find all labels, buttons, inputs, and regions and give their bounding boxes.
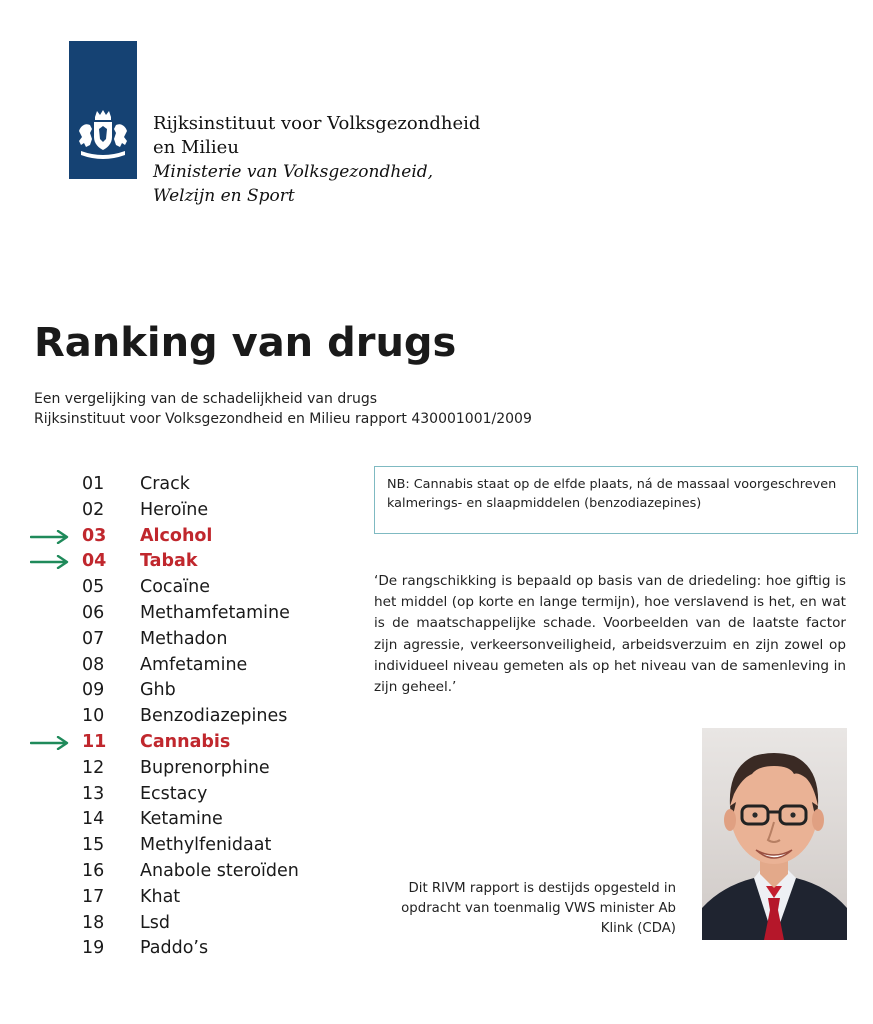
organisation-name: [153, 112, 480, 208]
subtitle-line-1: Een vergelijking van de schadelijkheid van drugs: [34, 391, 378, 407]
ranking-drug-name: Cocaïne: [140, 577, 210, 598]
ranking-row: [30, 678, 340, 704]
ranking-drug-name: Ghb: [140, 680, 176, 701]
ranking-number: 10: [82, 706, 105, 727]
ranking-drug-name: Tabak: [140, 551, 198, 572]
quote-paragraph: ‘De rangschikking is bepaald op basis van de driedeling: hoe giftig is het middel (op korte en lange termijn), hoe verslavend is het, en wat is de maatschappelijke schade. Voorbeelden van de laatste factor zijn agressie, verkeersonveiligheid, arbeidsverzuim en zijn zowel op individueel niveau gemeten als op het niveau van de samenleving in zijn geheel.’: [374, 573, 846, 696]
ranking-number: 08: [82, 654, 105, 675]
subtitle: [34, 389, 532, 429]
ranking-drug-name: Methylfenidaat: [140, 835, 272, 856]
org-line-2: en Milieu: [153, 137, 239, 158]
ranking-number: 09: [82, 680, 105, 701]
ranking-drug-name: Ecstacy: [140, 783, 208, 804]
ranking-row: [30, 549, 340, 575]
ranking-row: [30, 782, 340, 808]
ranking-row: [30, 627, 340, 653]
page-title: Ranking van drugs: [34, 320, 457, 366]
ranking-drug-name: Crack: [140, 474, 190, 494]
ranking-number: 17: [82, 886, 105, 907]
ranking-drug-name: Alcohol: [140, 525, 213, 546]
ranking-row: [30, 833, 340, 859]
ranking-number: 16: [82, 860, 105, 881]
nb-note-box: [374, 466, 858, 534]
ranking-drug-name: Paddo’s: [140, 938, 209, 959]
ranking-row: [30, 936, 340, 962]
subtitle-line-2: Rijksinstituut voor Volksgezondheid en Milieu rapport 430001001/2009: [34, 411, 532, 427]
org-line-1: Rijksinstituut voor Volksgezondheid: [153, 113, 481, 134]
ranking-drug-name: Heroïne: [140, 499, 209, 520]
ranking-number: 05: [82, 577, 105, 598]
royal-coat-of-arms-icon: [75, 109, 131, 161]
drug-ranking-list: [30, 472, 340, 962]
ranking-row: [30, 730, 340, 756]
ranking-drug-name: Cannabis: [140, 731, 231, 752]
ranking-number: 13: [82, 783, 105, 804]
minister-portrait: [702, 728, 847, 940]
ranking-number: 15: [82, 835, 105, 856]
ranking-row: [30, 911, 340, 937]
ranking-number: 14: [82, 809, 105, 830]
ministry-line-2: Welzijn en Sport: [153, 186, 295, 206]
ranking-number: 04: [82, 551, 107, 572]
ministry-line-1: Ministerie van Volksgezondheid,: [153, 162, 434, 182]
ranking-number: 11: [82, 731, 107, 752]
ranking-row: [30, 524, 340, 550]
ranking-drug-name: Benzodiazepines: [140, 706, 288, 727]
ranking-drug-name: Khat: [140, 886, 181, 907]
ranking-number: 01: [82, 474, 105, 494]
ranking-number: 12: [82, 757, 105, 778]
ranking-row: [30, 704, 340, 730]
ranking-number: 03: [82, 525, 107, 546]
ranking-number: 02: [82, 499, 105, 520]
ranking-row: [30, 807, 340, 833]
ranking-row: [30, 472, 340, 498]
ranking-drug-name: Methamfetamine: [140, 602, 290, 623]
ranking-drug-name: Anabole steroïden: [140, 860, 299, 881]
photo-caption: Dit RIVM rapport is destijds opgesteld in opdracht van toenmalig VWS minister Ab Klink (CDA): [401, 881, 676, 936]
ranking-drug-name: Methadon: [140, 628, 228, 649]
right-arrow-icon: [30, 736, 70, 750]
ranking-row: [30, 575, 340, 601]
ranking-number: 06: [82, 602, 105, 623]
ranking-number: 07: [82, 628, 105, 649]
ranking-number: 18: [82, 912, 105, 933]
ranking-row: [30, 653, 340, 679]
ranking-drug-name: Ketamine: [140, 809, 223, 830]
right-arrow-icon: [30, 555, 70, 569]
ranking-drug-name: Buprenorphine: [140, 757, 270, 778]
ranking-row: [30, 498, 340, 524]
ranking-number: 19: [82, 938, 105, 959]
ranking-row: [30, 756, 340, 782]
ranking-row: [30, 859, 340, 885]
rijksoverheid-logo: [69, 41, 137, 179]
ranking-row: [30, 885, 340, 911]
ranking-drug-name: Amfetamine: [140, 654, 248, 675]
nb-note-text: NB: Cannabis staat op de elfde plaats, ná de massaal voorgeschreven kalmerings- en slaapmiddelen (benzodiazepines): [387, 477, 837, 511]
ranking-drug-name: Lsd: [140, 912, 170, 933]
right-arrow-icon: [30, 530, 70, 544]
ranking-row: [30, 601, 340, 627]
